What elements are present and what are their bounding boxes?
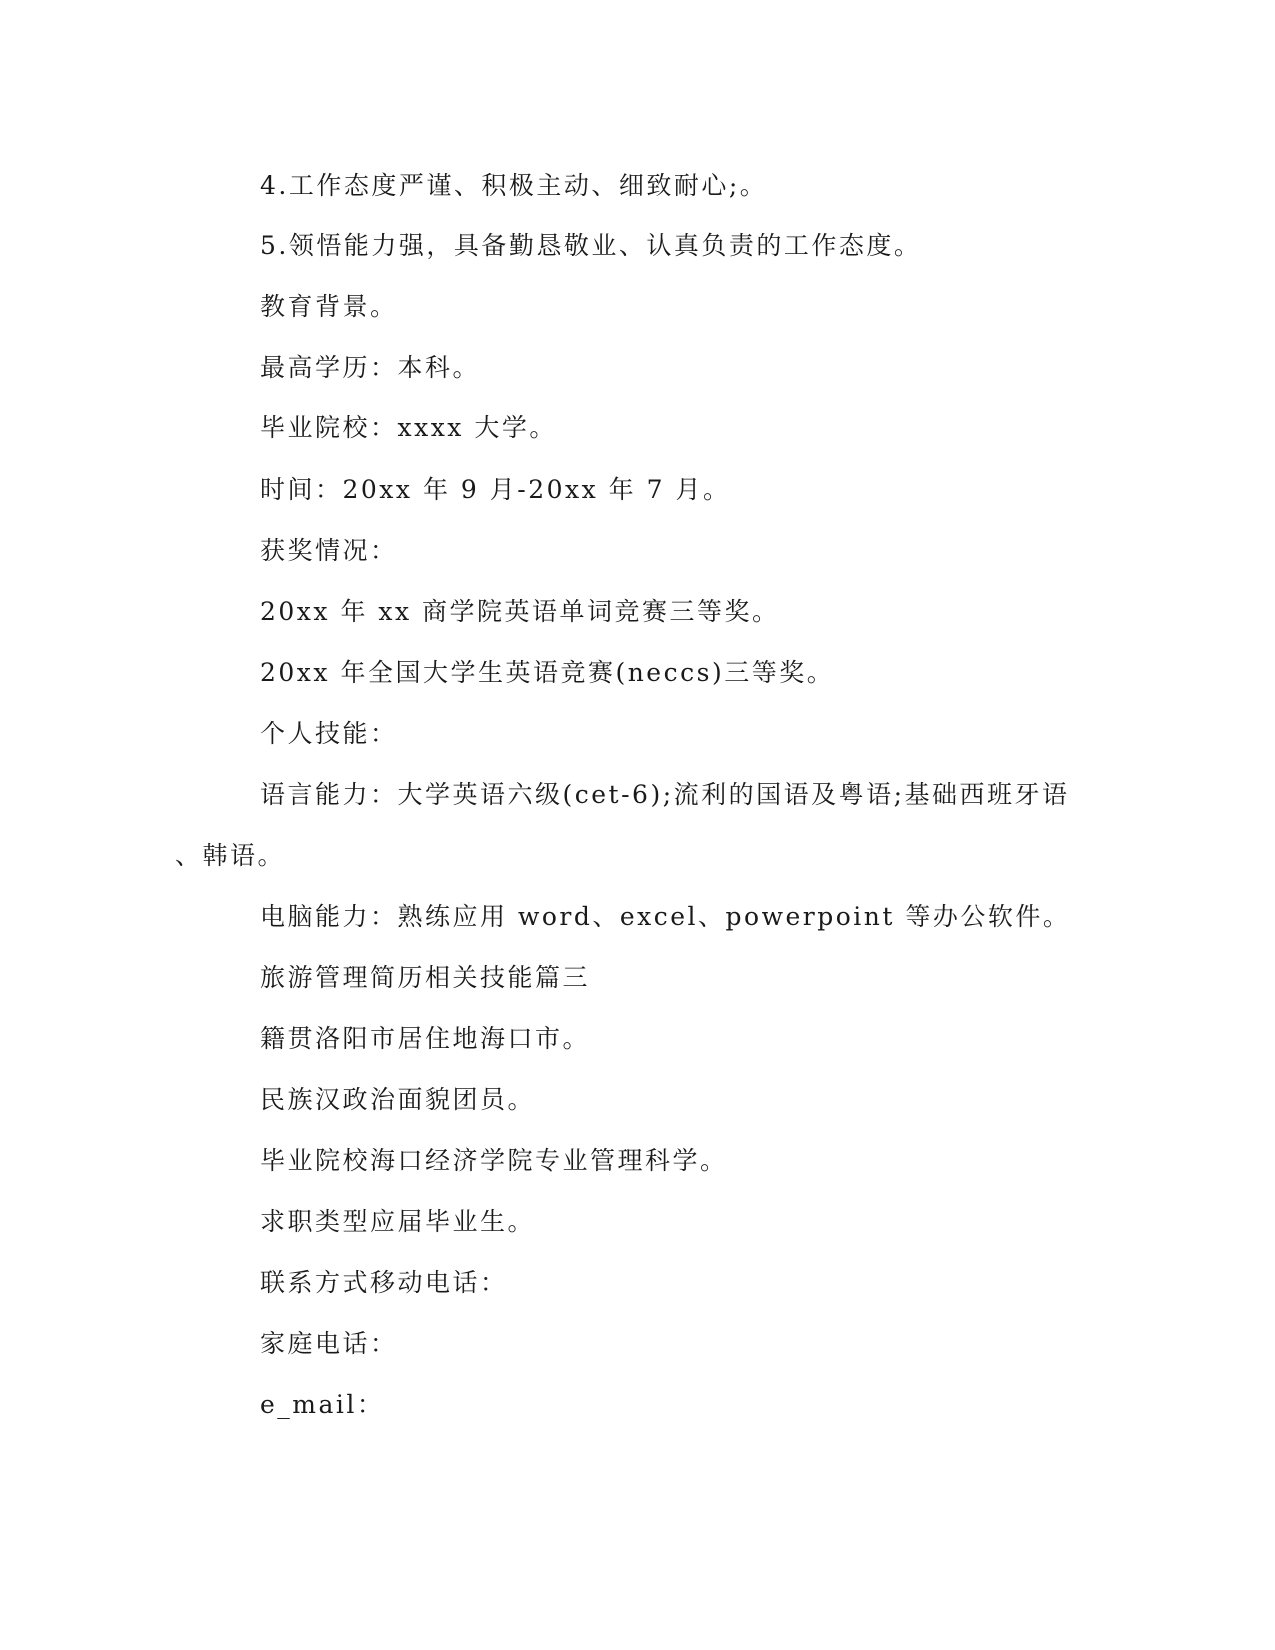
text-line-language-skills-continued: 、韩语。 [175, 841, 286, 870]
text-line-award-1: 20xx 年 xx 商学院英语单词竞赛三等奖。 [260, 597, 780, 626]
text-line-home-phone: 家庭电话： [260, 1329, 398, 1358]
text-line-language-skills: 语言能力：大学英语六级(cet-6);流利的国语及粤语;基础西班牙语 [260, 780, 1070, 809]
text-line-mobile-phone: 联系方式移动电话： [260, 1268, 508, 1297]
text-line-award-2: 20xx 年全国大学生英语竞赛(neccs)三等奖。 [260, 658, 835, 687]
section-heading-part-three: 旅游管理简历相关技能篇三 [260, 963, 591, 992]
text-line-work-attitude: 4.工作态度严谨、积极主动、细致耐心;。 [260, 171, 768, 200]
text-line-job-type: 求职类型应届毕业生。 [260, 1207, 536, 1236]
text-line-time: 时间：20xx 年 9 月-20xx 年 7 月。 [260, 475, 731, 504]
text-line-computer-skills: 电脑能力：熟练应用 word、excel、powerpoint 等办公软件。 [260, 902, 1071, 931]
section-heading-skills: 个人技能： [260, 719, 398, 748]
text-line-school-major: 毕业院校海口经济学院专业管理科学。 [260, 1146, 728, 1175]
section-heading-education: 教育背景。 [260, 292, 398, 321]
text-line-origin-residence: 籍贯洛阳市居住地海口市。 [260, 1024, 591, 1053]
text-line-highest-degree: 最高学历：本科。 [260, 353, 481, 382]
text-line-email: e_mail： [260, 1390, 385, 1419]
text-line-ethnicity-politics: 民族汉政治面貌团员。 [260, 1085, 536, 1114]
text-line-graduate-school: 毕业院校：xxxx 大学。 [260, 413, 557, 442]
section-heading-awards: 获奖情况： [260, 536, 398, 565]
text-line-comprehension: 5.领悟能力强，具备勤恳敬业、认真负责的工作态度。 [260, 231, 922, 260]
